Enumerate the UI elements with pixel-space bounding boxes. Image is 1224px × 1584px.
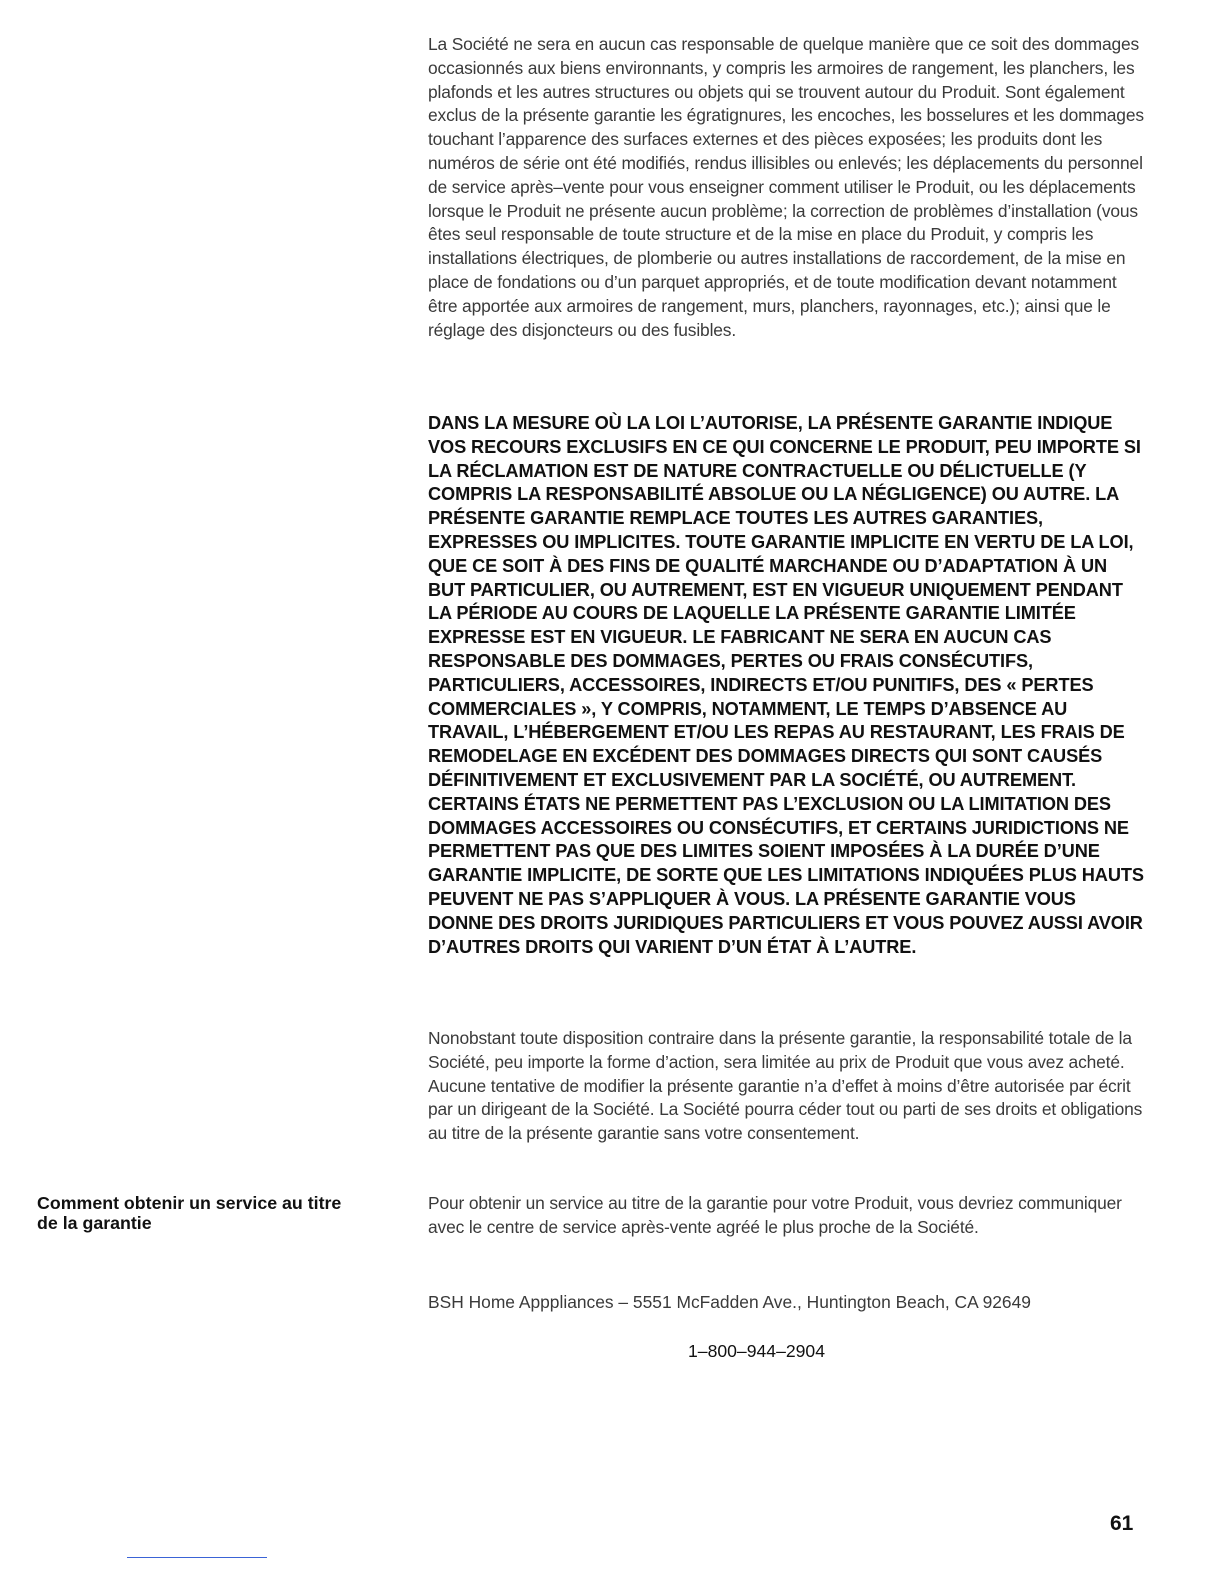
section-heading-service: Comment obtenir un service au titre de la garantie: [37, 1193, 342, 1233]
company-address: BSH Home Apppliances – 5551 McFadden Ave., Huntington Beach, CA 92649: [428, 1292, 1031, 1312]
paragraph-exclusions: La Société ne sera en aucun cas responsable de quelque manière que ce soit des dommages occasionnés aux biens environnants, y compris les armoires de rangement, les planchers, les plafonds et les autres structures ou objets qui se trouvent autour du Produit. Sont également exclus de la présente garantie les égratignures, les encoches, les bosselures et les dommages touchant l’apparence des surfaces externes et des pièces exposées; les produits dont les numéros de série ont été modifiés, rendus illisibles ou enlevés; les déplacements du personnel de service après–vente pour vous enseigner comment utiliser le Produit, ou les déplacements lorsque le Produit ne présente aucun problème; la correction de problèmes d’installation (vous êtes seul responsable de toute structure et de la mise en place du Produit, y compris les installations électriques, de plomberie ou autres installations de raccordement, de la mise en place de fondations ou d’un parquet appropriés, et de toute modification devant notamment être apportée aux armoires de rangement, murs, planchers, rayonnages, etc.); ainsi que le réglage des disjoncteurs ou des fusibles.: [428, 34, 1144, 340]
paragraph-obtain-service: Pour obtenir un service au titre de la garantie pour votre Produit, vous devriez communiquer avec le centre de service après-vente agréé le plus proche de la Société.: [428, 1193, 1122, 1237]
phone-number: 1–800–944–2904: [688, 1341, 825, 1361]
page-number: 61: [1110, 1512, 1134, 1535]
paragraph-exclusive-remedies: DANS LA MESURE OÙ LA LOI L’AUTORISE, LA PRÉSENTE GARANTIE INDIQUE VOS RECOURS EXCLUSIFS EN CE QUI CONCERNE LE PRODUIT, PEU IMPORTE SI LA RÉCLAMATION EST DE NATURE CONTRACTUELLE OU DÉLICTUELLE (Y COMPRIS LA RESPONSABILITÉ ABSOLUE OU LA NÉGLIGENCE) OU AUTRE. LA PRÉSENTE GARANTIE REMPLACE TOUTES LES AUTRES GARANTIES, EXPRESSES OU IMPLICITES. TOUTE GARANTIE IMPLICITE EN VERTU DE LA LOI, QUE CE SOIT À DES FINS DE QUALITÉ MARCHANDE OU D’ADAPTATION À UN BUT PARTICULIER, OU AUTREMENT, EST EN VIGUEUR UNIQUEMENT PENDANT LA PÉRIODE AU COURS DE LAQUELLE LA PRÉSENTE GARANTIE LIMITÉE EXPRESSE EST EN VIGUEUR. LE FABRICANT NE SERA EN AUCUN CAS RESPONSABLE DES DOMMAGES, PERTES OU FRAIS CONSÉCUTIFS, PARTICULIERS, ACCESSOIRES, INDIRECTS ET/OU PUNITIFS, DES « PERTES COMMERCIALES », Y COMPRIS, NOTAMMENT, LE TEMPS D’ABSENCE AU TRAVAIL, L’HÉBERGEMENT ET/OU LES REPAS AU RESTAURANT, LES FRAIS DE REMODELAGE EN EXCÉDENT DES DOMMAGES DIRECTS QUI SONT CAUSÉS DÉFINITIVEMENT ET EXCLUSIVEMENT PAR LA SOCIÉTÉ, OU AUTREMENT. CERTAINS ÉTATS NE PERMETTENT PAS L’EXCLUSION OU LA LIMITATION DES DOMMAGES ACCESSOIRES OU CONSÉCUTIFS, ET CERTAINS JURIDICTIONS NE PERMETTENT PAS QUE DES LIMITES SOIENT IMPOSÉES À LA DURÉE D’UNE GARANTIE IMPLICITE, DE SORTE QUE LES LIMITATIONS INDIQUÉES PLUS HAUTS PEUVENT NE PAS S’APPLIQUER À VOUS. LA PRÉSENTE GARANTIE VOUS DONNE DES DROITS JURIDIQUES PARTICULIERS ET VOUS POUVEZ AUSSI AVOIR D’AUTRES DROITS QUI VARIENT D’UN ÉTAT À L’AUTRE.: [428, 413, 1144, 957]
paragraph-liability-limit: Nonobstant toute disposition contraire dans la présente garantie, la responsabilité totale de la Société, peu importe la forme d’action, sera limitée au prix de Produit que vous avez acheté. Aucune tentative de modifier la présente garantie n’a d’effet à moins d’être autorisée par écrit par un dirigeant de la Société. La Société pourra céder tout ou parti de ses droits et obligations au titre de la présente garantie sans votre consentement.: [428, 1028, 1143, 1144]
footer-rule: [127, 1557, 267, 1558]
